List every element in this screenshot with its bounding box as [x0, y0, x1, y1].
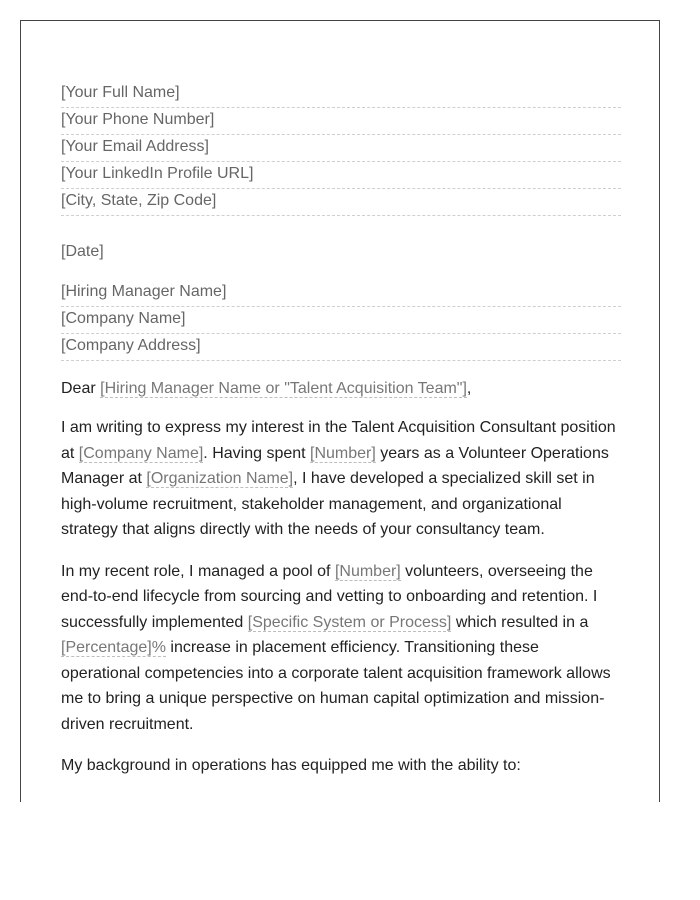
salutation-prefix: Dear	[61, 380, 101, 397]
date-block	[61, 242, 621, 262]
paragraph-1-text-2: . Having spent	[203, 444, 311, 462]
body-paragraph-3: My background in operations has equipped me with the ability to:	[61, 757, 521, 774]
organization-name-placeholder[interactable]: [Organization Name]	[146, 470, 294, 487]
body-paragraph-1	[61, 415, 621, 543]
company-name-placeholder[interactable]: [Company Name]	[78, 444, 204, 462]
salutation-suffix: ,	[466, 380, 472, 397]
sender-phone-field[interactable]: [Your Phone Number]	[61, 108, 621, 135]
volunteer-number-placeholder[interactable]: [Number]	[334, 562, 401, 580]
sender-full-name-field[interactable]: [Your Full Name]	[61, 81, 621, 108]
date-field[interactable]: [Date]	[61, 243, 104, 260]
letter-page	[20, 20, 660, 802]
percentage-placeholder[interactable]: [Percentage]%	[61, 639, 166, 656]
system-process-placeholder[interactable]: [Specific System or Process]	[247, 613, 452, 631]
salutation-name-placeholder[interactable]: [Hiring Manager Name or "Talent Acquisition Team"]	[100, 380, 467, 397]
sender-linkedin-field[interactable]: [Your LinkedIn Profile URL]	[61, 162, 621, 189]
sender-city-field[interactable]: [City, State, Zip Code]	[61, 189, 621, 216]
recipient-manager-field[interactable]: [Hiring Manager Name]	[61, 280, 621, 307]
paragraph-2-text-3: which resulted in a	[451, 613, 589, 631]
sender-block	[61, 81, 621, 216]
years-number-placeholder[interactable]: [Number]	[310, 444, 376, 462]
paragraph-2-text-2: volunteers, overseeing the end-to-end lifecycle from sourcing and vetting to onboarding and retention. I successfully implemented	[61, 562, 598, 631]
sender-email-field[interactable]: [Your Email Address]	[61, 135, 621, 162]
body-paragraph-2	[61, 559, 621, 738]
paragraph-1-text-1: I am writing to express my interest in the Talent Acquisition Consultant position at	[61, 419, 616, 462]
paragraph-1-text-4: , I have developed a specialized skill set in high-volume recruitment, stakeholder management, and organizational strategy that aligns directly with the needs of your consultancy team.	[61, 470, 595, 538]
recipient-address-field[interactable]: [Company Address]	[61, 334, 621, 361]
letter-content	[61, 81, 621, 795]
paragraph-2-text-4: increase in placement efficiency. Transitioning these operational competencies into a corporate talent acquisition framework allows me to bring a unique perspective on human capital optimization and mission-driven recruitment.	[61, 639, 611, 733]
paragraph-1-text-3: years as a Volunteer Operations Manager at	[61, 444, 609, 487]
recipient-company-field[interactable]: [Company Name]	[61, 307, 621, 334]
recipient-block	[61, 280, 621, 361]
paragraph-2-text-1: In my recent role, I managed a pool of	[61, 562, 335, 580]
salutation	[61, 379, 621, 399]
